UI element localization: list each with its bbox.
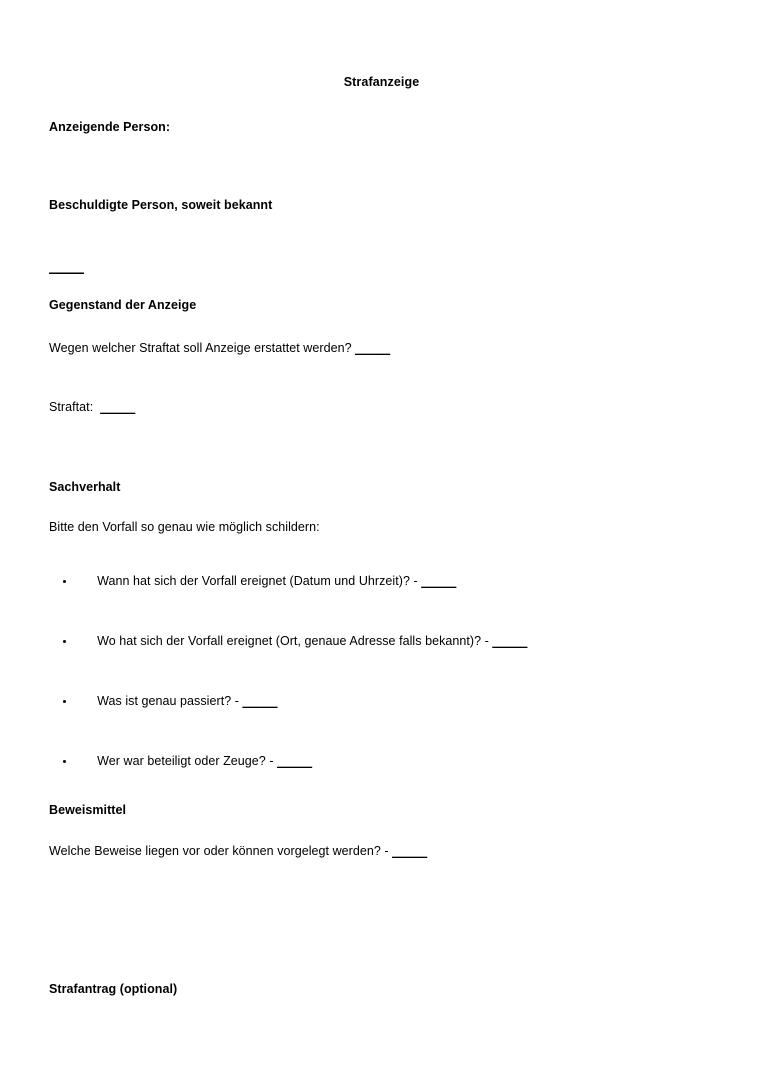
bullet-point-icon (63, 580, 66, 583)
question-gegenstand (49, 339, 729, 357)
heading-gegenstand-der-anzeige: Gegenstand der Anzeige (49, 298, 197, 312)
list-item (49, 560, 456, 602)
heading-sachverhalt: Sachverhalt (49, 480, 121, 494)
blank-field-standalone[interactable]: _____ (49, 260, 85, 274)
document-title: Strafanzeige (343, 75, 420, 89)
field-straftat (49, 398, 729, 416)
field-straftat-label: Straftat: (49, 400, 101, 414)
blank-field-list-item[interactable]: _____ (242, 694, 278, 708)
blank-field-beweismittel[interactable]: _____ (392, 844, 428, 858)
list-item-label: Wo hat sich der Vorfall ereignet (Ort, genaue Adresse falls bekannt)? - (97, 634, 493, 648)
section-beschuldigte-person (49, 196, 729, 214)
section-anzeigende-person (49, 118, 729, 136)
blank-field-list-item[interactable]: _____ (421, 574, 457, 588)
blank-field-straftat[interactable]: _____ (100, 400, 136, 414)
list-item (49, 620, 527, 662)
sachverhalt-intro (49, 518, 729, 536)
blank-field-gegenstand[interactable]: _____ (355, 341, 391, 355)
list-item (49, 740, 312, 782)
blank-field-list-item[interactable]: _____ (277, 754, 313, 768)
heading-beschuldigte-person: Beschuldigte Person, soweit bekannt (49, 198, 273, 212)
list-item-label: Wann hat sich der Vorfall ereignet (Datum und Uhrzeit)? - (97, 574, 422, 588)
bullet-point-icon (63, 760, 66, 763)
list-item (49, 680, 278, 722)
question-beweismittel-label: Welche Beweise liegen vor oder können vorgelegt werden? - (49, 844, 393, 858)
list-item-label: Wer war beteiligt oder Zeuge? - (97, 754, 278, 768)
heading-anzeigende-person: Anzeigende Person: (49, 120, 171, 134)
bullet-point-icon (63, 700, 66, 703)
heading-beweismittel: Beweismittel (49, 803, 127, 817)
standalone-blank-line (49, 258, 729, 276)
question-gegenstand-label: Wegen welcher Straftat soll Anzeige erstattet werden? (49, 341, 356, 355)
question-beweismittel (49, 842, 729, 860)
list-item-label: Was ist genau passiert? - (97, 694, 243, 708)
sachverhalt-intro-text: Bitte den Vorfall so genau wie möglich schildern: (49, 520, 320, 534)
bullet-point-icon (63, 640, 66, 643)
heading-strafantrag: Strafantrag (optional) (49, 982, 178, 996)
section-strafantrag (49, 980, 729, 998)
section-beweismittel (49, 801, 729, 819)
blank-field-list-item[interactable]: _____ (492, 634, 528, 648)
section-gegenstand-der-anzeige (49, 296, 729, 314)
section-sachverhalt (49, 478, 729, 496)
